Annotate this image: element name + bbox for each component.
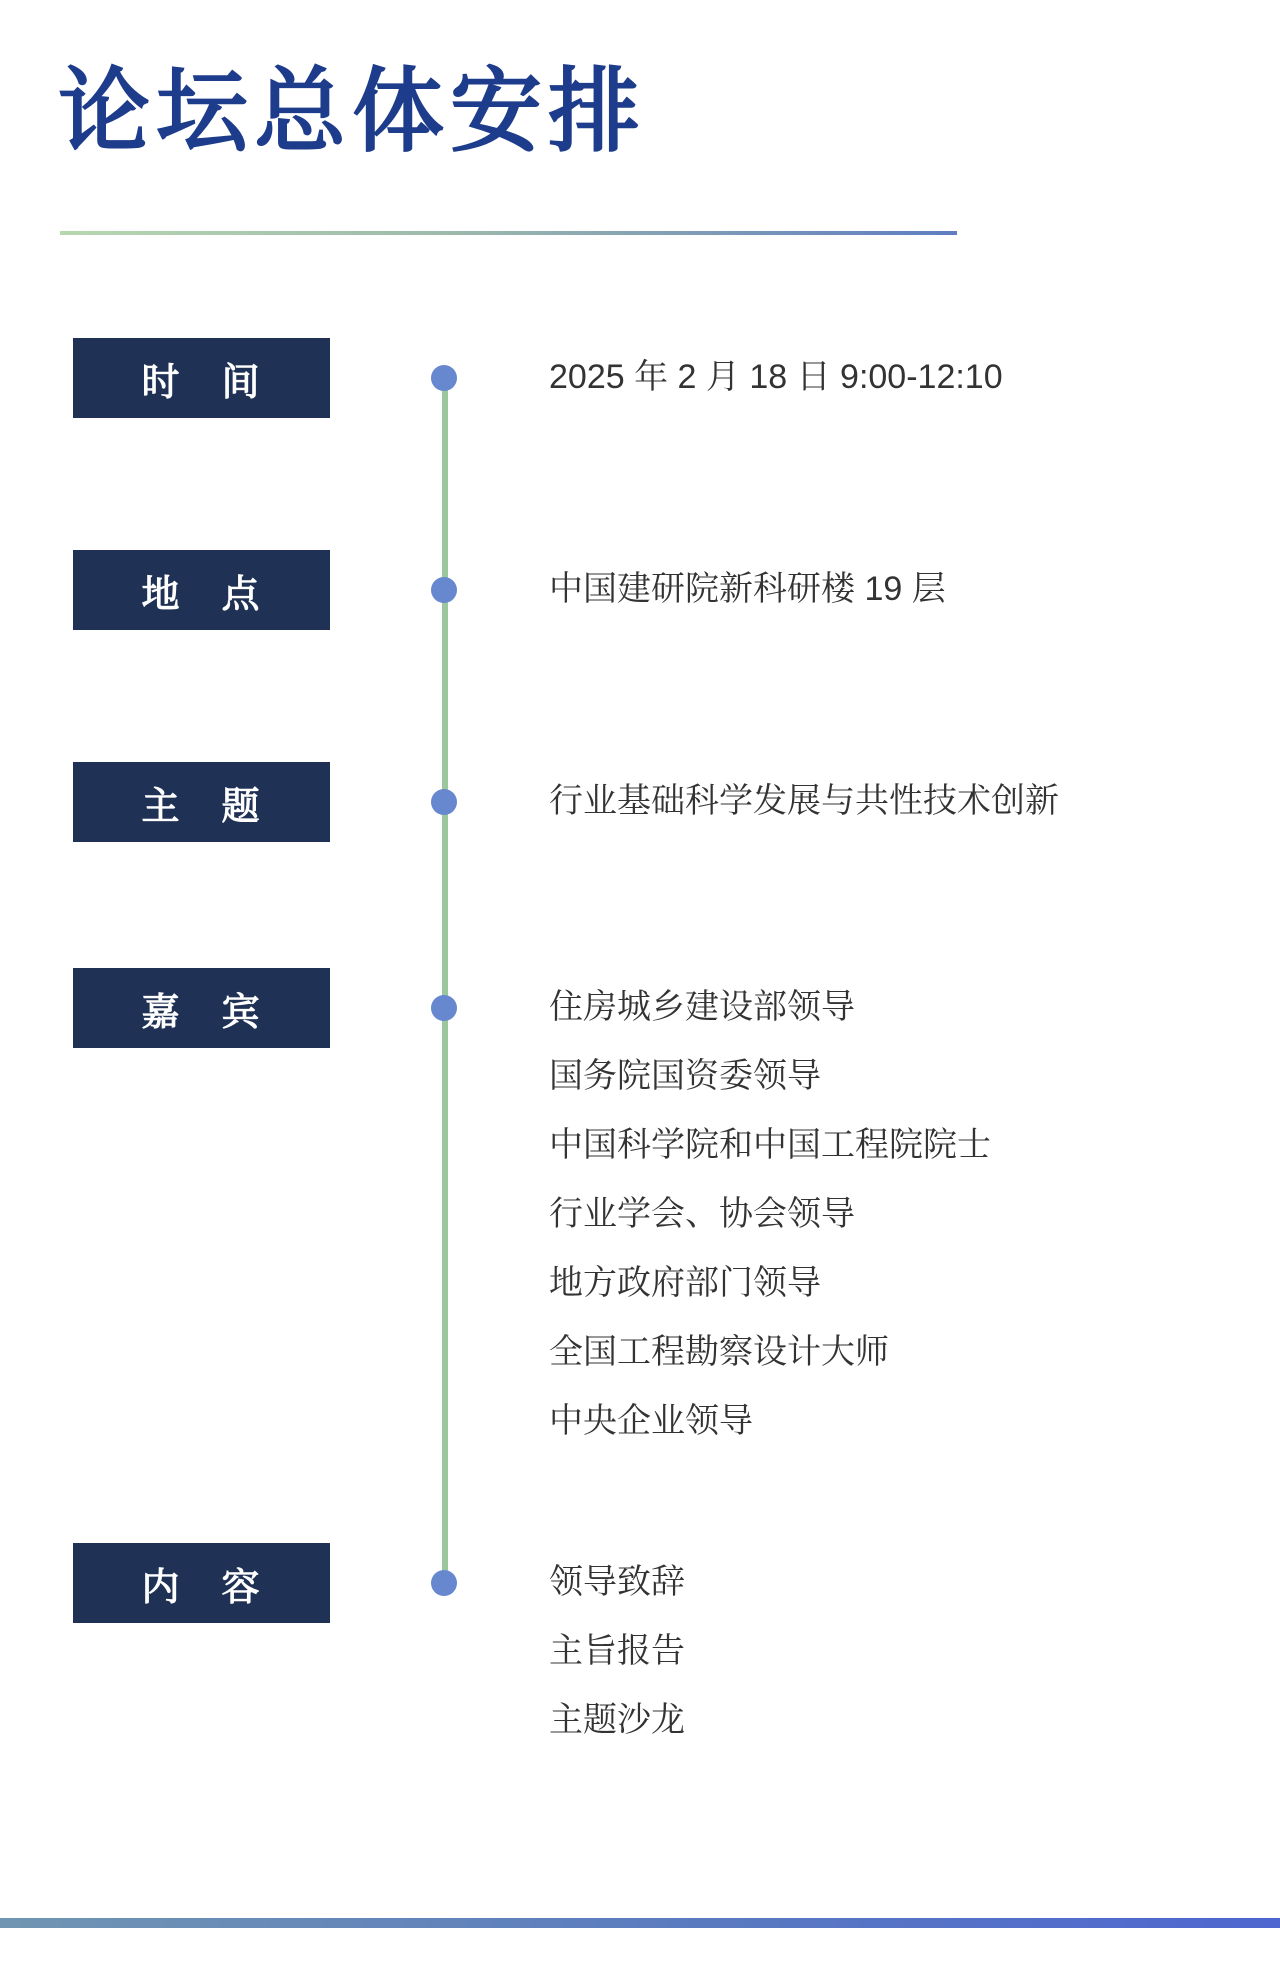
label-theme: 主 题 [141,785,262,828]
label-box-guests [73,968,330,1048]
guest-item: 中国科学院和中国工程院院士 [549,1126,991,1164]
location-text: 中国建研院新科研楼 19 层 [549,570,946,608]
timeline-dot [431,577,457,603]
timeline-dot [431,1570,457,1596]
label-guests: 嘉 宾 [141,991,262,1034]
timeline-dot [431,789,457,815]
bottom-accent-bar [0,1918,1280,1928]
content-list [549,1548,685,1755]
guest-item: 地方政府部门领导 [549,1264,821,1302]
label-box-time [73,338,330,418]
time-text: 2025 年 2 月 18 日 9:00-12:10 [549,358,1003,396]
content-item: 主旨报告 [549,1632,685,1670]
label-location: 地 点 [141,573,262,616]
guest-list [549,973,991,1456]
label-box-location [73,550,330,630]
label-box-theme [73,762,330,842]
title-divider [60,231,957,235]
theme-value [549,767,1059,836]
page-title: 论坛总体安排 [58,61,647,163]
timeline-dot [431,365,457,391]
label-time: 时 间 [141,361,262,404]
content-item: 主题沙龙 [549,1701,685,1739]
location-value [549,555,946,624]
theme-text: 行业基础科学发展与共性技术创新 [549,782,1059,820]
guest-item: 全国工程勘察设计大师 [549,1333,889,1371]
label-content: 内 容 [141,1566,262,1609]
guest-item: 中央企业领导 [549,1402,753,1440]
label-box-content [73,1543,330,1623]
content-item: 领导致辞 [549,1563,685,1601]
guest-item: 国务院国资委领导 [549,1057,821,1095]
timeline-dot [431,995,457,1021]
guest-item: 行业学会、协会领导 [549,1195,855,1233]
time-value [549,343,1003,412]
timeline-line [442,378,448,1585]
guest-item: 住房城乡建设部领导 [549,988,855,1026]
